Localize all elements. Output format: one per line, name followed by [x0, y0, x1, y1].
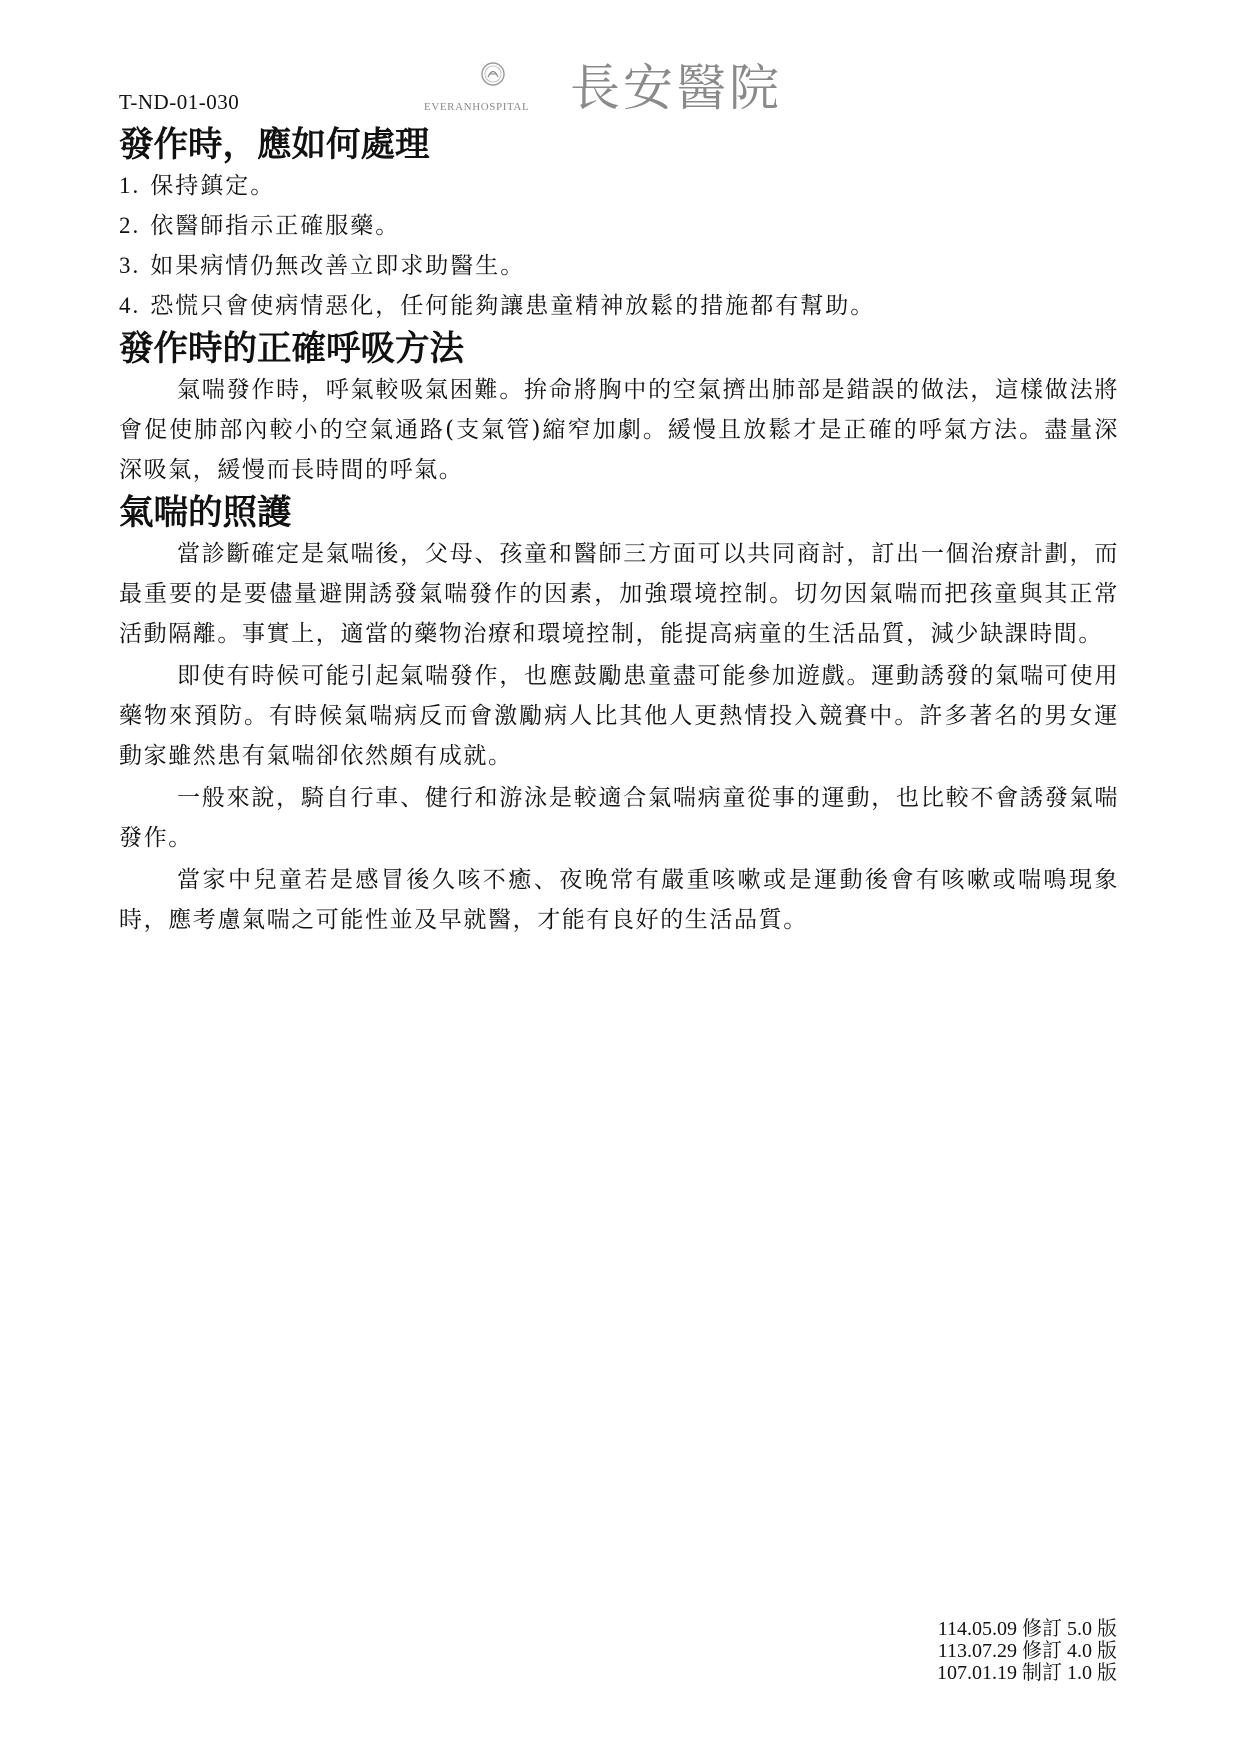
list-item-number: 4. — [119, 293, 141, 318]
care-paragraph-1: 當診斷確定是氣喘後，父母、孩童和醫師三方面可以共同商討，訂出一個治療計劃，而最重要的是要儘量避開誘發氣喘發作的因素，加強環境控制。切勿因氣喘而把孩童與其正常活動隔離。事實上，適當的藥物治療和環境控制，能提高病童的生活品質，減少缺課時間。 — [119, 541, 1119, 647]
logo-chinese-name: 長安醫院 — [570, 59, 782, 117]
list-item-text: 恐慌只會使病情惡化，任何能夠讓患童精神放鬆的措施都有幫助。 — [150, 293, 876, 319]
revision-line: 107.01.19 制訂 1.0 版 — [937, 1662, 1117, 1684]
logo-english-name: EVERANHOSPITAL — [424, 101, 530, 113]
section-title-attack-handling: 發作時，應如何處理 — [119, 125, 430, 165]
list-item — [119, 246, 1119, 286]
revision-line: 114.05.09 修訂 5.0 版 — [937, 1618, 1117, 1640]
list-item-number: 3. — [119, 253, 141, 278]
revision-history — [937, 1618, 1117, 1684]
list-item — [119, 166, 1119, 206]
hospital-emblem-icon — [479, 60, 507, 88]
list-item-number: 2. — [119, 213, 141, 238]
care-paragraph-4: 當家中兒童若是感冒後久咳不癒、夜晚常有嚴重咳嗽或是運動後會有咳嗽或喘鳴現象時，應考慮氣喘之可能性並及早就醫，才能有良好的生活品質。 — [119, 867, 1119, 933]
care-paragraph-2: 即使有時候可能引起氣喘發作，也應鼓勵患童盡可能參加遊戲。運動誘發的氣喘可使用藥物來預防。有時候氣喘病反而會激勵病人比其他人更熱情投入競賽中。許多著名的男女運動家雖然患有氣喘卻依然頗有成就。 — [119, 663, 1119, 769]
breathing-paragraph: 氣喘發作時，呼氣較吸氣困難。拚命將胸中的空氣擠出肺部是錯誤的做法，這樣做法將會促使肺部內較小的空氣通路(支氣管)縮窄加劇。緩慢且放鬆才是正確的呼氣方法。盡量深深吸氣，緩慢而長時間的呼氣。 — [119, 377, 1119, 483]
revision-line: 113.07.29 修訂 4.0 版 — [937, 1640, 1117, 1662]
list-item-text: 依醫師指示正確服藥。 — [150, 213, 401, 239]
hospital-logo — [424, 56, 824, 122]
list-item — [119, 206, 1119, 246]
list-item-text: 如果病情仍無改善立即求助醫生。 — [150, 253, 526, 279]
care-paragraph-3: 一般來說，騎自行車、健行和游泳是較適合氣喘病童從事的運動，也比較不會誘發氣喘發作。 — [119, 785, 1119, 851]
document-code: T-ND-01-030 — [119, 90, 240, 114]
list-item — [119, 286, 1119, 326]
list-item-text: 保持鎮定。 — [150, 173, 276, 199]
section-title-breathing: 發作時的正確呼吸方法 — [119, 329, 464, 369]
attack-handling-list — [119, 166, 1119, 326]
list-item-number: 1. — [119, 173, 141, 198]
section-title-care: 氣喘的照護 — [119, 493, 292, 533]
document-body — [119, 124, 1119, 940]
